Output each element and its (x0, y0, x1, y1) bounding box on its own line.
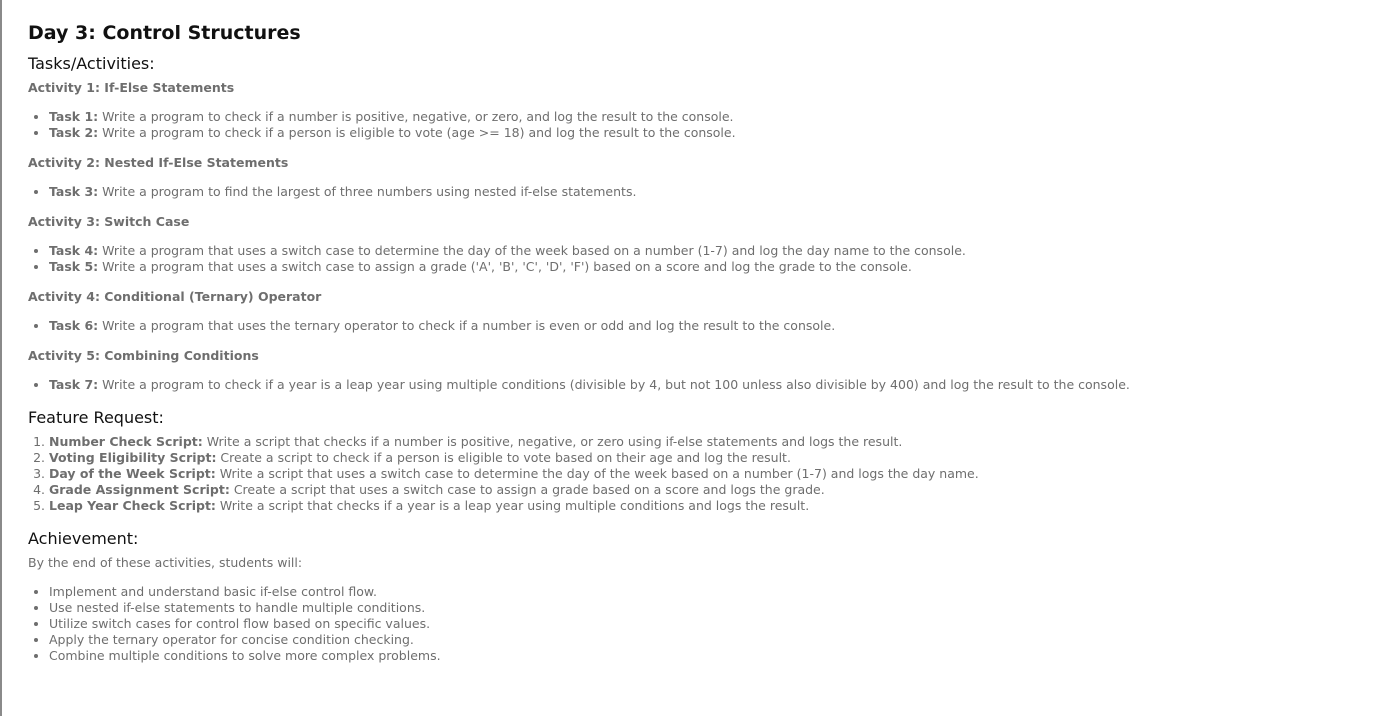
list-item (49, 125, 1368, 141)
task-list (28, 109, 1368, 141)
activity-heading: Activity 1: If-Else Statements (28, 80, 235, 95)
list-item (49, 450, 1368, 466)
list-item: • Utilize switch cases for control flow based on specific values. (49, 616, 1368, 632)
list-item (49, 184, 1368, 200)
task-label: Task 4: (49, 243, 99, 258)
achievement-list (28, 584, 1368, 664)
list-item (49, 109, 1368, 125)
task-label: Task 2: (49, 125, 99, 140)
list-item (49, 482, 1368, 498)
activity-heading: Activity 2: Nested If-Else Statements (28, 155, 289, 170)
activity-heading: Activity 3: Switch Case (28, 214, 190, 229)
task-text: Write a program that uses a switch case to determine the day of the week based on a number (1-7) and log the day name to the console. (98, 243, 966, 258)
feature-label: Grade Assignment Script: (49, 482, 230, 497)
task-list (28, 318, 1368, 334)
activity-heading: Activity 4: Conditional (Ternary) Operator (28, 289, 322, 304)
window-left-border (0, 0, 2, 716)
task-label: Task 1: (49, 109, 99, 124)
feature-list (28, 434, 1368, 514)
feature-text: Create a script to check if a person is eligible to vote based on their age and log the result. (216, 450, 791, 465)
activity-1 (28, 80, 1368, 141)
task-label: Task 5: (49, 259, 99, 274)
achievement-intro: By the end of these activities, students will: (28, 555, 303, 570)
activity-3 (28, 214, 1368, 275)
task-list (28, 184, 1368, 200)
achievement-heading: Achievement: (28, 529, 139, 548)
list-item (49, 498, 1368, 514)
feature-label: Day of the Week Script: (49, 466, 216, 481)
document-body (28, 20, 1368, 678)
feature-label: Leap Year Check Script: (49, 498, 216, 513)
list-item: • Combine multiple conditions to solve more complex problems. (49, 648, 1368, 664)
task-text: Write a program to find the largest of three numbers using nested if-else statements. (98, 184, 637, 199)
activity-heading: Activity 5: Combining Conditions (28, 348, 259, 363)
task-list (28, 243, 1368, 275)
feature-text: Write a script that checks if a number is positive, negative, or zero using if-else statements and logs the result. (202, 434, 903, 449)
task-text: Write a program that uses a switch case to assign a grade ('A', 'B', 'C', 'D', 'F') based on a score and log the grade to the console. (98, 259, 912, 274)
activity-2 (28, 155, 1368, 200)
task-text: Write a program to check if a number is positive, negative, or zero, and log the result to the console. (98, 109, 734, 124)
feature-text: Write a script that checks if a year is a leap year using multiple conditions and logs the result. (215, 498, 810, 513)
feature-label: Number Check Script: (49, 434, 203, 449)
page-title: Day 3: Control Structures (28, 22, 301, 44)
list-item (49, 259, 1368, 275)
task-text: Write a program to check if a year is a leap year using multiple conditions (divisible by 4, but not 100 unless also divisible by 400) and log the result to the console. (98, 377, 1130, 392)
feature-label: Voting Eligibility Script: (49, 450, 217, 465)
task-text: Write a program that uses the ternary operator to check if a number is even or odd and log the result to the console. (98, 318, 836, 333)
tasks-heading: Tasks/Activities: (28, 54, 155, 73)
task-label: Task 6: (49, 318, 99, 333)
list-item: • Implement and understand basic if-else control flow. (49, 584, 1368, 600)
task-label: Task 3: (49, 184, 99, 199)
task-list (28, 377, 1368, 393)
list-item: • Apply the ternary operator for concise condition checking. (49, 632, 1368, 648)
list-item (49, 434, 1368, 450)
list-item (49, 318, 1368, 334)
list-item (49, 377, 1368, 393)
list-item (49, 243, 1368, 259)
activity-4 (28, 289, 1368, 334)
activity-5 (28, 348, 1368, 393)
feature-text: Write a script that uses a switch case to determine the day of the week based on a number (1-7) and logs the day name. (215, 466, 979, 481)
task-text: Write a program to check if a person is eligible to vote (age >= 18) and log the result to the console. (98, 125, 736, 140)
feature-text: Create a script that uses a switch case to assign a grade based on a score and logs the grade. (229, 482, 825, 497)
feature-request-heading: Feature Request: (28, 408, 164, 427)
task-label: Task 7: (49, 377, 99, 392)
list-item: • Use nested if-else statements to handle multiple conditions. (49, 600, 1368, 616)
list-item (49, 466, 1368, 482)
